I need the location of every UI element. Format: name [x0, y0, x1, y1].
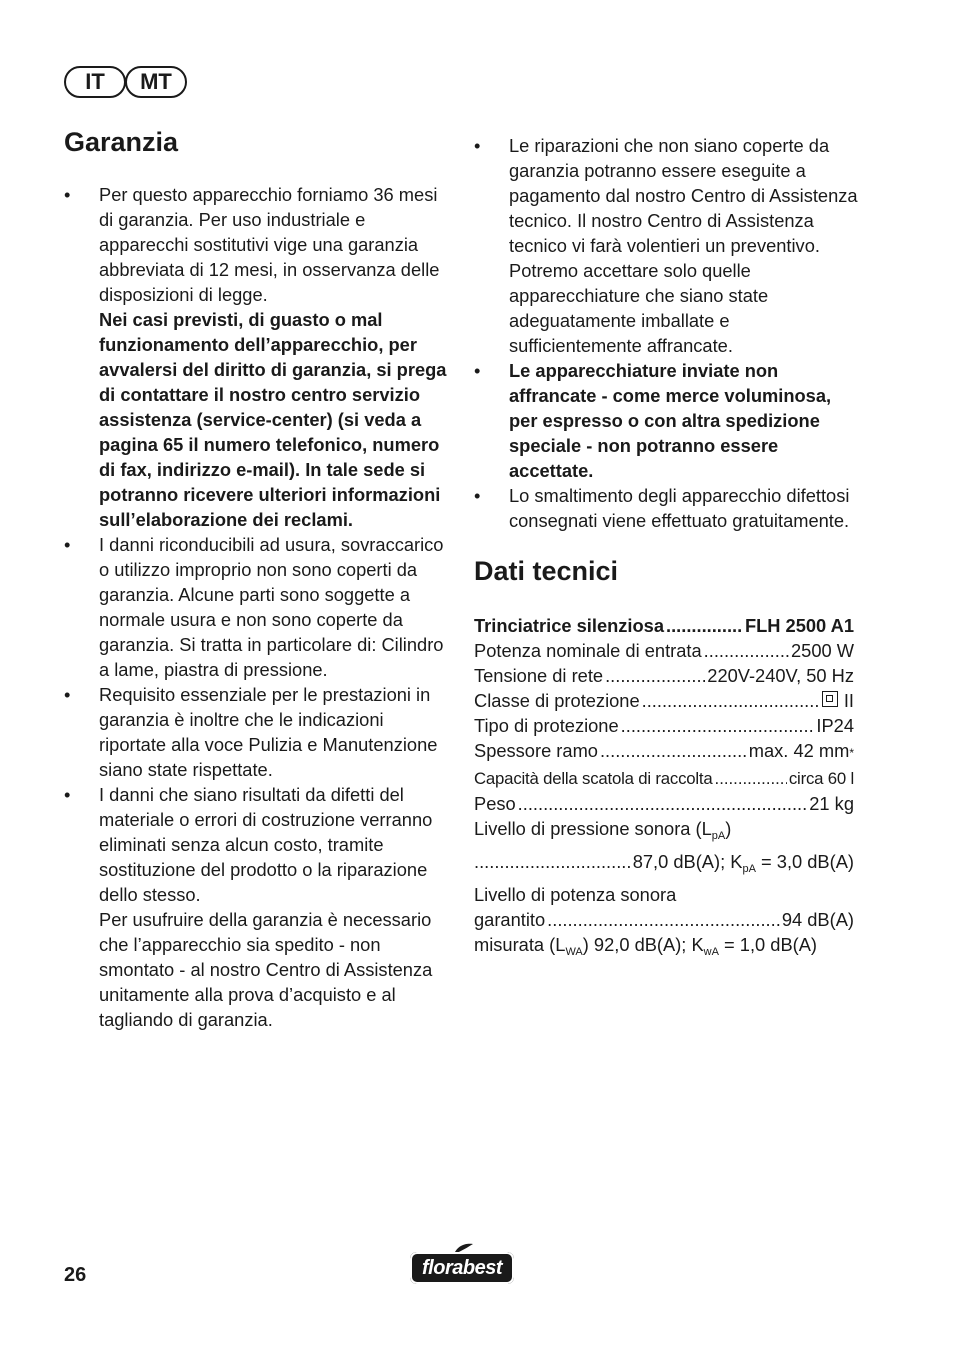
- text: = 3,0 dB(A): [761, 851, 854, 872]
- paragraph: Lo smaltimento degli apparecchio difettosi consegnati viene effettuato gratuitamente.: [509, 485, 850, 531]
- spec-label: Trinciatrice silenziosa: [474, 615, 665, 636]
- list-item: [64, 532, 452, 682]
- spec-row-guaranteed: [474, 907, 854, 932]
- dot-leader: [621, 713, 815, 738]
- bullet-icon: •: [474, 360, 481, 381]
- dot-leader: [518, 791, 808, 816]
- bullet-icon: •: [474, 485, 481, 506]
- dot-leader: [600, 738, 747, 763]
- language-badge-it: IT: [64, 66, 126, 98]
- section-title-garanzia: Garanzia: [64, 127, 179, 157]
- spec-label: garantito: [474, 909, 546, 930]
- spec-value: IP24: [816, 715, 854, 736]
- list-item: [64, 682, 452, 782]
- spec-table: [474, 613, 854, 965]
- spec-row-model: [474, 613, 854, 638]
- spec-row: [474, 766, 854, 791]
- spec-label: Tensione di rete: [474, 665, 604, 686]
- language-badge-mt: MT: [125, 66, 187, 98]
- spec-value: 2500 W: [790, 640, 854, 661]
- spec-row: [474, 663, 854, 688]
- left-column: [64, 122, 452, 1032]
- spec-label: Tipo di protezione: [474, 715, 619, 736]
- paragraph: I danni che siano risultati da difetti del materiale o errori di costruzione verranno eliminati senza alcun costo, tramite sostituzione del prodotto o la riparazione dello stesso.: [99, 784, 433, 905]
- dot-leader: [547, 907, 780, 932]
- dot-leader: [715, 766, 787, 791]
- spec-value: FLH 2500 A1: [744, 615, 854, 636]
- protection-class-icon: [822, 691, 838, 707]
- text: ) 92,0 dB(A); K: [582, 934, 704, 955]
- spec-value: max. 42 mm: [748, 740, 850, 761]
- spec-value: 94 dB(A): [781, 909, 854, 930]
- dot-leader: [704, 638, 789, 663]
- spec-value: II: [843, 690, 854, 711]
- spec-value: 21 kg: [809, 793, 854, 814]
- spec-row: [474, 738, 854, 766]
- list-item: [474, 358, 858, 483]
- spec-label: Potenza nominale di entrata: [474, 640, 702, 661]
- spec-label: Peso: [474, 793, 516, 814]
- sound-pressure-label: [474, 816, 854, 849]
- dot-leader: [666, 613, 743, 638]
- spec-label: Spessore ramo: [474, 740, 598, 761]
- footnote-marker: *: [849, 746, 854, 760]
- spec-row: [474, 638, 854, 663]
- paragraph: Per questo apparecchio forniamo 36 mesi di garanzia. Per uso industriale e apparecchi sostitutivi vige una garanzia abbreviata di 12 mesi, in osservanza delle disposizioni di legge.: [99, 184, 440, 305]
- language-badges: [64, 66, 187, 98]
- list-item: [64, 182, 452, 532]
- spec-row: [474, 688, 854, 713]
- bullet-icon: •: [64, 784, 71, 805]
- spec-value: [633, 849, 854, 882]
- spec-row: [474, 791, 854, 816]
- bullet-icon: •: [64, 184, 71, 205]
- spec-value: circa 60 l: [788, 769, 854, 788]
- paragraph: I danni riconducibili ad usura, sovraccarico o utilizzo improprio non sono coperti da garanzia. Alcune parti sono soggette a normale usura e non sono coperte da garanzia. Si tratta in particolare di: Cilindro a lame, piastra di pressione.: [99, 534, 444, 680]
- paragraph-bold: Le apparecchiature inviate non affrancate - come merce voluminosa, per espresso o con altra spedizione speciale - non potranno essere accettate.: [509, 360, 832, 481]
- subscript: pA: [711, 830, 726, 842]
- list-item: [474, 133, 858, 358]
- subscript: WA: [565, 946, 583, 958]
- dot-leader: [605, 663, 705, 688]
- spec-label: Capacità della scatola di raccolta: [474, 769, 713, 788]
- section-title-dati-tecnici: Dati tecnici: [474, 556, 619, 586]
- warranty-list-continued: [474, 133, 858, 533]
- paragraph: Requisito essenziale per le prestazioni in garanzia è inoltre che le indicazioni riportate alla voce Pulizia e Manutenzione siano state rispettate.: [99, 684, 438, 780]
- bullet-icon: •: [64, 684, 71, 705]
- spec-label: Classe di protezione: [474, 690, 640, 711]
- dot-leader: [474, 849, 631, 874]
- list-item: [64, 782, 452, 1032]
- sound-pressure-values: [474, 849, 854, 882]
- page-number: 26: [64, 1264, 87, 1286]
- subscript: pA: [742, 863, 756, 875]
- warranty-list: [64, 182, 452, 1032]
- text: ): [725, 818, 732, 839]
- right-column: [474, 133, 858, 965]
- list-item: [474, 483, 858, 533]
- spec-value: 220V-240V, 50 Hz: [707, 665, 854, 686]
- text: = 1,0 dB(A): [724, 934, 818, 955]
- brand-logo: florabest: [410, 1252, 514, 1284]
- paragraph-bold: Nei casi previsti, di guasto o mal funzionamento dell’apparecchio, per avvalersi del diritto di garanzia, si prega di contattare il nostro centro servizio assistenza (service-center) (si veda a pagina 65 il numero telefonico, numero di fax, indirizzo e-mail). In tale sede si potranno ricevere ulteriori informazioni sull’elaborazione dei reclami.: [99, 309, 447, 530]
- spec-row-measured: [474, 932, 854, 965]
- sound-power-label: Livello di potenza sonora: [474, 884, 677, 905]
- text: Livello di pressione sonora (L: [474, 818, 712, 839]
- text: 87,0 dB(A); K: [632, 851, 743, 872]
- subscript: wA: [703, 946, 719, 958]
- bullet-icon: •: [474, 135, 481, 156]
- paragraph: Le riparazioni che non siano coperte da garanzia potranno essere eseguite a pagamento dal nostro Centro di Assistenza tecnico. Il nostro Centro di Assistenza tecnico vi farà volentieri un preventivo. Potremo accettare solo quelle apparecchiature che siano state adeguatamente imballate e sufficientemente affrancate.: [509, 135, 858, 356]
- bullet-icon: •: [64, 534, 71, 555]
- spec-row: [474, 713, 854, 738]
- dot-leader: [642, 688, 820, 713]
- text: misurata (L: [474, 934, 566, 955]
- paragraph: Per usufruire della garanzia è necessario che l’apparecchio sia spedito - non smontato - al nostro Centro di Assistenza unitamente alla prova d’acquisto e al tagliando di garanzia.: [99, 909, 433, 1030]
